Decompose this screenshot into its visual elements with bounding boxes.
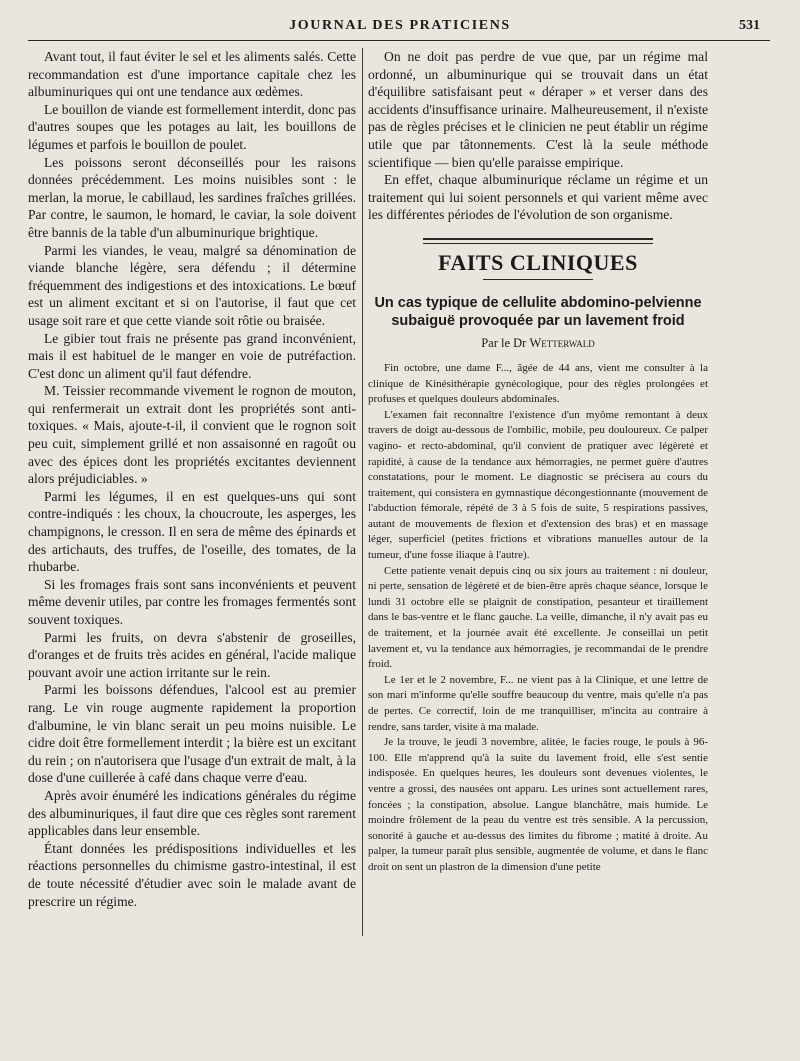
- page-header: [0, 18, 800, 38]
- paragraph: Si les fromages frais sont sans inconvénients et peuvent même devenir utiles, par contre les fromages fermentés sont souvent toxiques.: [28, 576, 356, 627]
- section-underline: [483, 279, 593, 280]
- running-title: JOURNAL DES PRATICIENS: [289, 18, 511, 33]
- left-column: [28, 48, 356, 1041]
- section-rule: [423, 238, 653, 244]
- byline-prefix: Par le Dr: [481, 335, 527, 350]
- page-number: 531: [739, 18, 760, 33]
- author-name: Wetterwald: [529, 335, 595, 350]
- paragraph: Les poissons seront déconseillés pour les raisons données précédemment. Les moins nuisibles sont : le merlan, la morue, le cabillaud, les sardines fraîches grillées. Par contre, le saumon, le homard, le caviar, la sole doivent être bannis de la table d'un albuminurique brightique.: [28, 154, 356, 240]
- paragraph: Le gibier tout frais ne présente pas grand inconvénient, mais il est habituel de le manger en voie de putréfaction. C'est donc un aliment qu'il faut défendre.: [28, 330, 356, 381]
- paragraph: Parmi les légumes, il en est quelques-uns qui sont contre-indiqués : les choux, la choucroute, les asperges, les champignons, le cresson. Il en sera de même des épinards et des artichauts, des truffes, de l'oseille, des tomates, de la rhubarbe.: [28, 488, 356, 575]
- article-byline: [368, 336, 708, 351]
- paragraph: Le 1er et le 2 novembre, F... ne vient pas à la Clinique, et une lettre de son mari m'informe qu'elle souffre beaucoup du ventre, mais qu'elle n'a pas de pertes. Ce correctif, loin de me tranquilliser, m'incita au contraire à rendre, sans tarder, visite à ma malade.: [368, 673, 708, 733]
- paragraph: Étant données les prédispositions individuelles et les réactions personnelles du chimisme gastro-intestinal, il est de toute nécessité d'étudier avec soin le malade avant de prescrire un régime.: [28, 840, 356, 909]
- section-title: FAITS CLINIQUES: [438, 249, 638, 275]
- paragraph: Je la trouve, le jeudi 3 novembre, alitée, le facies rouge, le pouls à 96-100. Elle m'apprend qu'à la suite du lavement froid, elle s'est sentie indisposée. En quelques heures, les douleurs sont devenues violentes, le ventre a grossi, des nausées ont apparu. Les urines sont actuellement rares, foncées ; la constipation, absolue. Langue blanchâtre, mais humide. Le moindre frôlement de la peau du ventre est très sensible. A la percussion, sonorité à gauche et au-dessus des limites du fibrome ; matité à droite. Au palper, la tumeur paraît plus sensible, augmentée de volume, et dans le flanc droit on sent un plastron de la dimension d'une petite: [368, 736, 708, 873]
- paragraph: Parmi les viandes, le veau, malgré sa dénomination de viande blanche légère, sera défendu ; il détermine fréquemment des indigestions et des intoxications. Le bœuf est un aliment excitant et si on l'autorise, il faut que cet usage soit rare et que cette viande soit rôtie ou braisée.: [28, 242, 356, 328]
- paragraph: En effet, chaque albuminurique réclame un régime et un traitement qui lui soient personnels et qui varient même avec les différentes périodes de l'évolution de son organisme.: [368, 172, 708, 223]
- paragraph: Parmi les boissons défendues, l'alcool est au premier rang. Le vin rouge augmente rapidement la proportion d'albumine, le vin blanc serait un peu moins nuisible. Le cidre doit être formellement interdit ; la bière est un excitant du rein ; on n'autorisera que l'usage d'un extrait de malt, à la dose d'une cuillerée à café dans chaque verre d'eau.: [28, 682, 356, 786]
- paragraph: Après avoir énuméré les indications générales du régime des albuminuriques, il faut dire que ces règles sont rarement applicables dans leur ensemble.: [28, 787, 356, 839]
- paragraph: L'examen fait reconnaître l'existence d'un myôme remontant à deux travers de doigt au-dessous de l'ombilic, mobile, peu douloureux. Ce palper vagino- et recto-abdominal, qu'il convient de pratiquer avec légèreté et rapidité, à cause de la tendance aux hémorragies, ne permet guère d'autres constatations, pour le moment. Le diagnostic se précisera au cours du traitement, qui consistera en gymnastique décongestionnante (mouvement de l'abduction fémorale, répété de 3 à 5 fois de suite, 5 respirations passives, autant de mouvements de flexion et d'extension des bras) et en massage léger, superficiel (petites frictions et vibrations manuelles autour de la tumeur, d'une fosse iliaque à l'autre).: [368, 408, 708, 562]
- paragraph: Le bouillon de viande est formellement interdit, donc pas d'autres soupes que les potages au lait, les bouillons de légumes et parfois le bouillon de poulet.: [28, 101, 356, 152]
- paragraph: Avant tout, il faut éviter le sel et les aliments salés. Cette recommandation est d'une importance capitale chez les albuminuriques qui ont une tendance aux œdèmes.: [28, 49, 356, 100]
- paragraph: Parmi les fruits, on devra s'abstenir de groseilles, d'oranges et de fruits très acides en général, l'acide malique pouvant avoir une action irritante sur le rein.: [28, 629, 356, 680]
- paragraph: On ne doit pas perdre de vue que, par un régime mal ordonné, un albuminurique qui se trouvait dans un état d'équilibre satisfaisant peut « déraper » et verser dans des accidents d'insuffisance urinaire. Malheureusement, il n'existe pas de règles précises et le clinicien ne peut établir un régime utile que par tâtonnements. C'est là la seule méthode scientifique — bien qu'elle paraisse empirique.: [368, 49, 708, 170]
- header-rule: [28, 40, 770, 41]
- column-divider: [362, 48, 363, 936]
- article-title: Un cas typique de cellulite abdomino-pelvienne subaiguë provoquée par un lavement froid: [374, 294, 702, 329]
- intro-text: [368, 48, 708, 224]
- paragraph: Cette patiente venait depuis cinq ou six jours au traitement : ni douleur, ni perte, sensation de légèreté et de bien-être après chaque séance, lorsque le lundi 31 octobre elle se plaignit de constipation, pesanteur et tiraillement dans le bas-ventre et le flanc gauche. La veille, dimanche, il n'y avait pas eu de traitement, et la journée avait été excellente. Je conseillai un petit lavement et, vu la tendance aux hémorragies, je recommandai de le prendre froid.: [368, 564, 708, 671]
- right-column: [368, 48, 708, 1041]
- paragraph: Fin octobre, une dame F..., âgée de 44 ans, vient me consulter à la clinique de Kinésithérapie gynécologique, pour des règles prolongées et profuses et quelques douleurs abdominales.: [368, 361, 708, 406]
- paragraph: M. Teissier recommande vivement le rognon de mouton, qui renfermerait un extrait dont les propriétés sont anti-toxiques. « Mais, ajoute-t-il, il convient que le rognon soit peu cuit, simplement grillé et non assaisonné en ragoût ou avec des épices dont les propriétés excitantes deviennent alors préjudiciables. »: [28, 383, 356, 487]
- article-body: [368, 361, 708, 876]
